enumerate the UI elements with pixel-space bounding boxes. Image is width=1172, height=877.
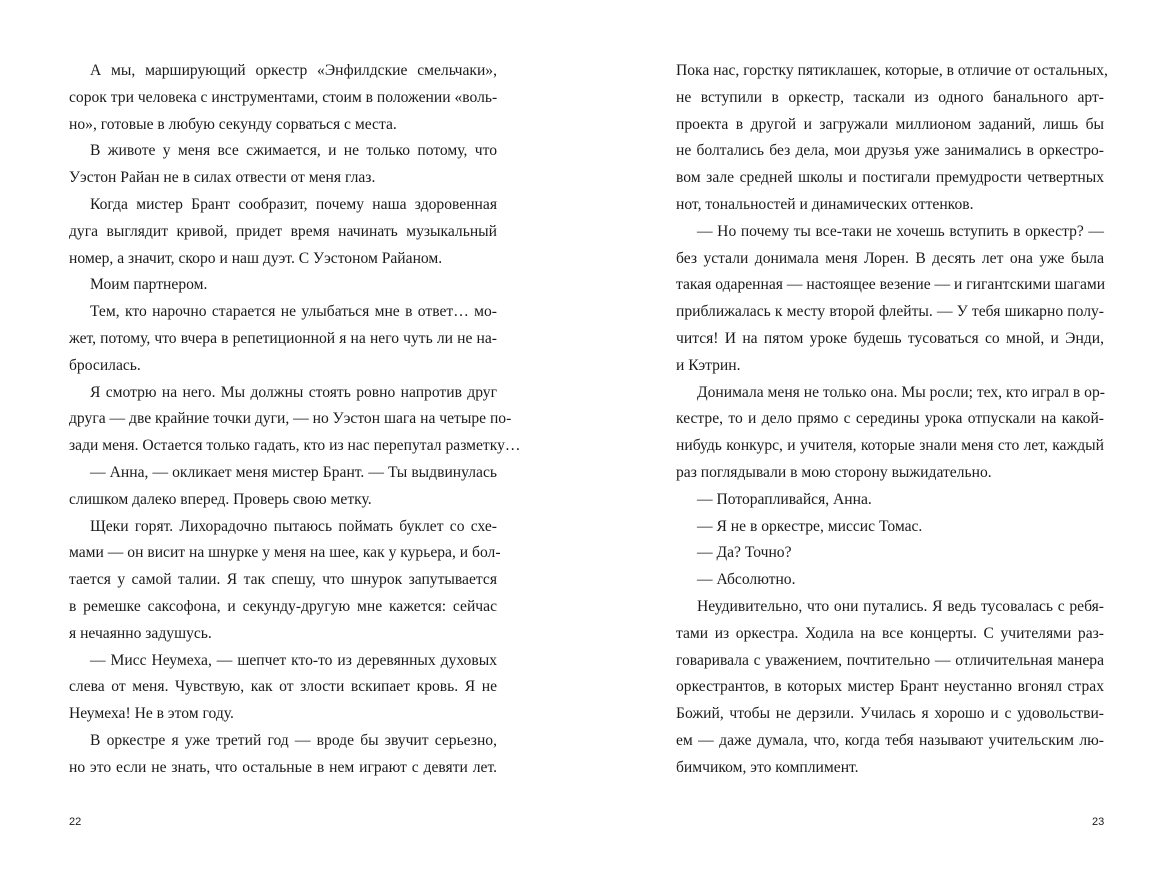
text-line: номер, а значит, скоро и наш дуэт. С Уэстоном Райаном. [69,249,443,267]
text-line: Донимала меня не только она. Мы росли; тех, кто играл в ор- [697,383,1105,401]
text-line: дуга выглядит кривой, придет время начинать музыкальный [69,222,497,240]
text-line: Уэстон Райан не в силах отвести от меня глаз. [69,169,376,187]
text-line: — Абсолютно. [697,571,796,589]
text-line: нибудь конкурс, и учителя, которые знали меня сто лет, каждый [676,437,1104,455]
text-line: Моим партнером. [90,276,208,294]
left-page-body [69,58,521,782]
text-line: бросилась. [69,356,141,374]
text-line: говаривала с уважением, почтительно — отличительная манера [676,651,1104,669]
text-line: — Но почему ты все-таки не хочешь вступить в оркестр? — [697,222,1104,240]
text-line: не болтались без дела, мои друзья уже занимались в оркестро- [676,142,1104,160]
text-line: зади меня. Остается только гадать, кто из нас перепутал разметку… [69,437,521,455]
text-line: не вступили в оркестр, таскали из одного банального арт- [676,88,1104,106]
text-line: вом зале средней школы и постигали премудрости четвертных [676,169,1104,187]
text-line: сорок три человека с инструментами, стоим в положении «воль- [69,88,498,106]
text-line: В животе у меня все сжимается, и не только потому, что [90,142,497,160]
right-page-body [676,58,1108,782]
text-line: в ремешке саксофона, и секунду-другую мне кажется: сейчас [69,597,497,615]
text-line: — Поторапливайся, Анна. [697,490,872,508]
text-line: слева от меня. Чувствую, как от злости вскипает кровь. Я не [69,678,497,696]
right-page-number: 23 [1092,816,1105,828]
text-line: Тем, кто нарочно старается не улыбаться мне в ответ… мо- [90,303,497,321]
text-line: Пока нас, горстку пятиклашек, которые, в отличие от остальных, [676,62,1108,79]
text-line: — Мисс Неумеха, — шепчет кто-то из деревянных духовых [90,651,497,669]
text-line: бимчиком, это комплимент. [676,758,859,776]
text-line: — Я не в оркестре, миссис Томас. [697,517,923,535]
text-line: нот, тональностей и динамических оттенков. [676,195,974,213]
text-line: Когда мистер Брант сообразит, почему наша здоровенная [90,195,497,213]
text-line: слишком далеко вперед. Проверь свою метку. [69,490,372,508]
text-line: жет, потому, что вчера в репетиционной я на него чуть ли не на- [69,329,497,347]
text-line: В оркестре я уже третий год — вроде бы звучит серьезно, [90,731,497,749]
text-line: ем — даже думала, что, когда тебя называют учительским лю- [676,731,1104,749]
text-line: Щеки горят. Лихорадочно пытаюсь поймать буклет со схе- [90,517,497,535]
text-line: раз поглядывали в мою сторону выжидательно. [676,463,992,481]
text-line: Неудивительно, что они путались. Я ведь тусовалась с ребя- [697,597,1104,615]
text-line: чится! И на пятом уроке будешь тусоваться со мной, и Энди, [676,329,1104,347]
text-line: А мы, марширующий оркестр «Энфилдские смельчаки», [90,62,497,79]
text-line: — Анна, — окликает меня мистер Брант. — Ты выдвинулась [90,463,497,481]
text-line: приближалась к месту второй флейты. — У тебя шикарно полу- [676,303,1104,321]
text-line: я нечаянно задушусь. [69,624,212,642]
text-line: — Да? Точно? [697,544,792,562]
text-line: Божий, чтобы не дерзили. Училась я хорошо и с удовольстви- [676,705,1104,723]
text-line: и Кэтрин. [676,356,741,374]
text-line: без устали донимала меня Лорен. В десять лет она уже была [676,249,1104,267]
left-page-number: 22 [69,816,82,828]
text-line: такая одаренная — настоящее везение — и гигантскими шагами [676,276,1106,294]
text-line: оркестрантов, в которых мистер Брант неустанно вгонял страх [676,678,1104,696]
text-line: Неумеха! Не в этом году. [69,705,234,723]
text-line: тами из оркестра. Ходила на все концерты. С учителями раз- [676,624,1104,642]
text-line: но это если не знать, что остальные в нем играют с девяти лет. [69,758,497,776]
text-line: тается у самой талии. Я так спешу, что шнурок запутывается [69,571,497,589]
text-line: друга — две крайние точки дуги, — но Уэстон шага на четыре по- [69,410,512,428]
text-line: Я смотрю на него. Мы должны стоять ровно напротив друг [90,383,497,401]
text-line: проекта в другой и загружали миллионом заданий, лишь бы [676,115,1104,133]
text-line: кестре, то и дело прямо с середины урока отпускали на какой- [676,410,1104,428]
text-line: мами — он висит на шнурке у меня на шее, как у курьера, и бол- [69,544,501,562]
text-line: но», готовые в любую секунду сорваться с места. [69,115,397,133]
